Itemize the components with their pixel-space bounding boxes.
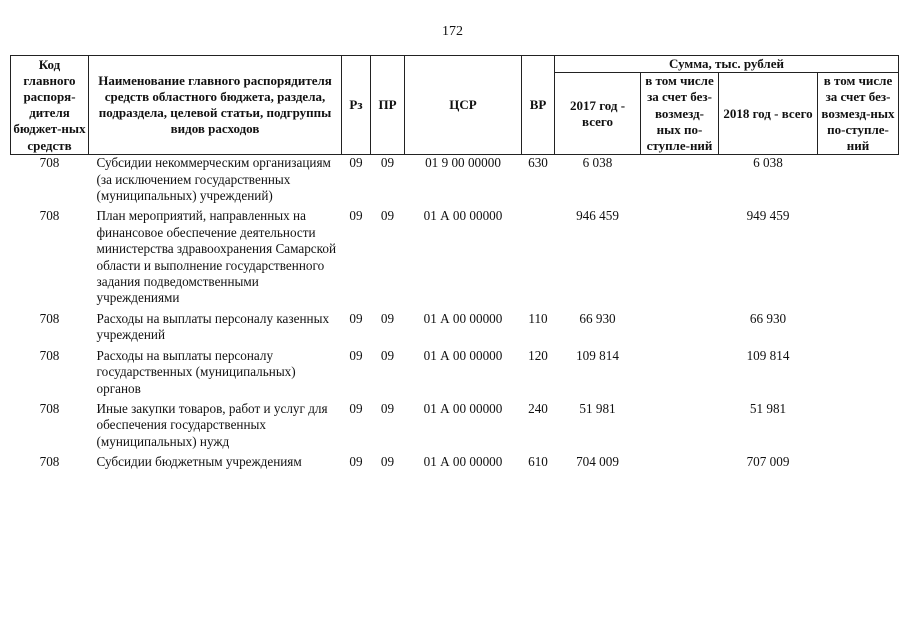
cell-rz: 09 [349,208,363,224]
cell-pr: 09 [380,454,395,470]
cell-2018-free [818,204,899,306]
cell-2017-free [641,397,719,450]
table-body [11,155,899,471]
cell-code: 708 [39,208,60,224]
cell-code: 708 [39,310,60,326]
header-2017-total: 2017 год - всего [555,73,641,155]
cell-vr: 630 [528,155,548,171]
header-2018-free: в том числе за счет без-возмезд-ных по-ступле-ний [818,73,899,155]
cell-2018-free [818,155,899,205]
cell-2017-free [641,450,719,470]
cell-2017-free [641,307,719,344]
cell-pr: 09 [380,155,395,171]
cell-csr: 01 9 00 00000 [425,155,501,171]
cell-name: Расходы на выплаты персоналу казенных учреждений [96,310,330,343]
cell-2018-free [818,344,899,397]
cell-2018-free [818,450,899,470]
cell-2018-free [818,307,899,344]
cell-2018-total: 6 038 [753,155,783,171]
cell-2017-total: 704 009 [576,454,619,470]
cell-csr: 01 А 00 00000 [423,347,503,363]
cell-pr: 09 [380,347,395,363]
cell-rz: 09 [349,347,363,363]
cell-name: План мероприятий, направленных на финансовое обеспечение деятельности министерства здравоохранения Самарской области и выполнение государственного задания подведомственными учреждениями [96,208,337,306]
table-row [11,450,899,470]
cell-2017-free [641,344,719,397]
cell-2018-total: 707 009 [746,454,790,470]
cell-code: 708 [39,155,60,171]
cell-rz: 09 [349,155,363,171]
cell-csr: 01 А 00 00000 [423,400,503,416]
budget-table [10,55,899,471]
cell-2018-free [818,397,899,450]
cell-vr: 120 [528,347,548,363]
cell-2018-total: 109 814 [746,347,790,363]
cell-2017-free [641,204,719,306]
header-csr: ЦСР [405,56,522,155]
cell-vr: 610 [528,454,548,470]
cell-pr: 09 [380,310,395,326]
table-row [11,307,899,344]
cell-csr: 01 А 00 00000 [423,310,503,326]
cell-code: 708 [39,454,60,470]
cell-vr [522,204,555,306]
cell-2018-total: 66 930 [749,310,787,326]
cell-rz: 09 [349,310,363,326]
cell-code: 708 [39,400,60,416]
table-row [11,155,899,205]
table-row [11,204,899,306]
table-row [11,344,899,397]
cell-2017-free [641,155,719,205]
cell-2017-total: 109 814 [576,347,619,363]
cell-pr: 09 [380,400,395,416]
cell-csr: 01 А 00 00000 [423,208,503,224]
header-2017-free: в том числе за счет без-возмезд-ных по-ступле-ний [641,73,719,155]
header-name: Наименование главного распорядителя средств областного бюджета, раздела, подраздела, целевой статьи, подгруппы видов расходов [89,56,342,155]
cell-code: 708 [39,347,60,363]
table-row [11,397,899,450]
table-header [11,56,899,155]
cell-2017-total: 66 930 [579,310,616,326]
cell-2017-total: 946 459 [576,208,619,224]
cell-vr: 110 [528,310,548,326]
cell-rz: 09 [349,400,363,416]
header-code: Код главного распоря-дителя бюджет-ных средств [11,56,89,155]
cell-name: Расходы на выплаты персоналу государственных (муниципальных) органов [96,347,296,396]
cell-name: Субсидии некоммерческим организациям (за исключением государственных (муниципальных) учреждений) [96,155,331,204]
header-vr: ВР [522,56,555,155]
cell-2018-total: 51 981 [749,400,787,416]
cell-2018-total: 949 459 [746,208,790,224]
cell-pr: 09 [380,208,395,224]
header-pr: ПР [371,56,405,155]
cell-2017-total: 6 038 [582,155,613,171]
page-number: 172 [442,24,463,39]
cell-name: Иные закупки товаров, работ и услуг для обеспечения государственных (муниципальных) нужд [96,400,328,449]
cell-name: Субсидии бюджетным учреждениям [96,454,302,470]
header-sum-group: Сумма, тыс. рублей [555,56,899,73]
header-2018-total: 2018 год - всего [719,73,818,155]
cell-csr: 01 А 00 00000 [423,454,503,470]
cell-rz: 09 [349,454,363,470]
cell-2017-total: 51 981 [579,400,616,416]
cell-vr: 240 [528,400,548,416]
header-rz: Рз [342,56,371,155]
